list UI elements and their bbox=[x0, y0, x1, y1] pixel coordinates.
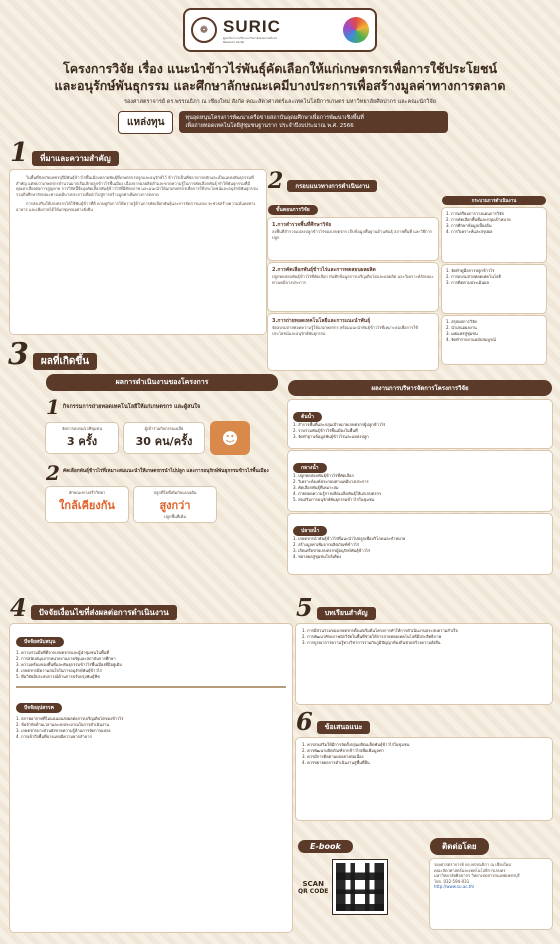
result-2-box-2-label: ปลูกที่ใดที่เดิมกับแบบเดิม bbox=[153, 490, 197, 495]
qr-label: QR CODE bbox=[298, 887, 329, 895]
management-header: ผลงานการบริหารจัดการโครงการวิจัย bbox=[288, 380, 552, 396]
result-1-box-2-label: ผู้เข้าร่วมกิจกรรมเฉลี่ย bbox=[144, 426, 184, 432]
step-1-body: ลงพื้นที่สำรวจแปลงปลูกข้าวไร่ของเกษตรกร เก็บข้อมูลพื้นฐานด้านพันธุ์ สภาพพื้นที่ และวิธีการปลูก bbox=[272, 229, 432, 240]
list-item: 4. การเข้าถึงพื้นที่บางแห่งมีความยากลำบาก bbox=[16, 734, 92, 739]
list-item: 4. เกษตรกรมีความสนใจในการอนุรักษ์พันธุ์ข้าวไร่ bbox=[16, 668, 102, 673]
stage-2-label: กลางน้ำ bbox=[293, 463, 327, 473]
section-2-number: 2 bbox=[268, 168, 284, 194]
title-line-2: และอนุรักษ์พันธุกรรม และศึกษาลักษณะเคมีบางประการเพื่อสร้างมูลค่าทางการตลาด bbox=[54, 78, 506, 93]
list-item: 2. วิเคราะห์องค์ประกอบทางเคมีบางประการ bbox=[293, 479, 369, 484]
section-1-number: 1 bbox=[10, 138, 29, 168]
scan-label: SCAN bbox=[302, 879, 324, 888]
list-item: 5. ส่งเสริมการอนุรักษ์พันธุกรรมข้าวไร่ในชุมชน bbox=[293, 497, 375, 502]
list-item: 1. ความร่วมมือที่ดีจากเกษตรกรและผู้นำชุมชนในพื้นที่ bbox=[16, 650, 109, 655]
contact-line-4: โทร. 032-594-031 bbox=[434, 878, 470, 884]
step-1-title: 1.การสำรวจพื้นที่ศึกษาวิจัย bbox=[272, 222, 332, 228]
result-2-number: 2 bbox=[46, 461, 60, 485]
list-item: 3. เกิดเครือข่ายเกษตรกรผู้อนุรักษ์พันธุ์ข้าวไร่ bbox=[293, 548, 371, 553]
list-item: 2. นำเสนอผลงาน bbox=[446, 325, 477, 330]
stage-3-label: ปลายน้ำ bbox=[293, 526, 327, 536]
contact-panel bbox=[430, 834, 552, 934]
result-1-title: กิจกรรมการถ่ายทอดเทคโนโลยีให้แก่เกษตรกร และผู้สนใจ bbox=[62, 404, 201, 410]
list-item: 4. ควรขยายผลการดำเนินงานสู่พื้นที่อื่น bbox=[302, 760, 370, 765]
result-1-number: 1 bbox=[46, 395, 60, 419]
result-1-box-1-value: 3 ครั้ง bbox=[66, 434, 98, 448]
success-factor-label: ปัจจัยสนับสนุน bbox=[16, 637, 64, 647]
section-6-number: 6 bbox=[296, 707, 313, 736]
section-5-title: บทเรียนสำคัญ bbox=[317, 607, 376, 620]
section-2-title: กรอบแนวทางการดำเนินงาน bbox=[287, 180, 377, 192]
side-list-1 bbox=[446, 211, 542, 235]
ebook-label: E-book bbox=[298, 840, 353, 853]
qr-code-icon[interactable] bbox=[332, 859, 388, 915]
obstacle-factor-list bbox=[16, 716, 286, 740]
obstacle-factor-label: ปัจจัยอุปสรรค bbox=[16, 703, 62, 713]
section-1-body-2: การส่งเสริมให้เกษตรกรได้ใช้พันธุ์ข้าวที่ดี ควบคู่กับการให้ความรู้ด้านการคัดเลือกพันธุ์และการจัดการแปลง จะช่วยสร้างความมั่นคงทางอาหาร และเพิ่มรายได้ให้แก่ชุมชนอย่างยั่งยืน bbox=[16, 201, 256, 212]
list-item: 4. ขยายผลสู่ชุมชนใกล้เคียง bbox=[293, 554, 341, 559]
steps-title: ขั้นตอนการวิจัย bbox=[268, 205, 318, 215]
result-2-box-2-sub: ปลูกพื้นที่เดิม bbox=[163, 513, 187, 519]
list-item: 3. จัดทำฐานข้อมูลพันธุ์ข้าวไร่และแหล่งปลูก bbox=[293, 434, 369, 439]
section-4-title: ปัจจัยเงื่อนไขที่ส่งผลต่อการดำเนินงาน bbox=[31, 605, 177, 620]
list-item: 4. จัดทำรายงานฉบับสมบูรณ์ bbox=[446, 337, 496, 342]
section-5 bbox=[296, 593, 552, 706]
funding-banner bbox=[118, 108, 448, 136]
stage-3-list bbox=[293, 536, 547, 560]
list-item: 3. เกษตรกรบางส่วนยังขาดความรู้ด้านการจัดการแปลง bbox=[16, 728, 111, 733]
list-item: 2. สร้างมูลค่าเพิ่มจากผลิตภัณฑ์ข้าวไร่ bbox=[293, 542, 359, 547]
divider bbox=[16, 686, 286, 688]
contact-line-3: มหาวิทยาลัยศิลปากร วิทยาเขตสารสนเทศเพชรบุรี bbox=[434, 873, 520, 879]
side-list-2 bbox=[446, 268, 542, 286]
list-item: 1. จัดทำคู่มือการปลูกข้าวไร่ bbox=[446, 268, 495, 273]
list-item: 2. การสนับสนุนจากหน่วยงานภาครัฐและสถาบันการศึกษา bbox=[16, 656, 116, 661]
logo-text: SURIC bbox=[223, 16, 281, 36]
list-item: 1. สำรวจพื้นที่และกลุ่มเป้าหมายเกษตรกรผู้ปลูกข้าวไร่ bbox=[293, 422, 386, 427]
training-illustration-icon: ☻ bbox=[210, 421, 250, 455]
logo-subtitle-2: Research Center bbox=[223, 40, 245, 44]
section-1 bbox=[10, 138, 266, 338]
result-2-box-1-label: ลักษณะทางสรีรวิทยา bbox=[68, 490, 106, 495]
list-item: 1. ควรส่งเสริมให้มีการจัดตั้งกลุ่มผลิตเมล็ดพันธุ์ข้าวไร่ในชุมชน bbox=[302, 742, 410, 747]
list-item: 3. การติดตามประเมินผล bbox=[446, 280, 489, 285]
list-item: 3. ความพร้อมของพื้นที่และพันธุกรรมข้าวไร่พื้นเมืองที่มีอยู่เดิม bbox=[16, 662, 122, 667]
stage-1-label: ต้นน้ำ bbox=[293, 412, 322, 422]
list-item: 3. การศึกษาข้อมูลเบื้องต้น bbox=[446, 223, 492, 228]
result-1-box-2-value: 30 คน/ครั้ง bbox=[135, 434, 193, 448]
authors: รองศาสตราจารย์ ดร.พรรณธิภา ณ เชียงใหม่ สังกัด คณะสัตวศาสตร์และเทคโนโลยีการเกษตร มหาวิทยาลัยศิลปากร และคณะนักวิจัย bbox=[124, 99, 436, 105]
step-2-title: 2.การคัดเลือกพันธุ์ข้าวไร่และการทดสอบผลผลิต bbox=[272, 267, 376, 273]
results-header: ผลการดำเนินงานของโครงการ bbox=[46, 374, 278, 391]
list-item: 3. เผยแพร่สู่ชุมชน bbox=[446, 331, 478, 336]
section-6-title: ข้อเสนอแนะ bbox=[317, 721, 371, 734]
title-line-1: โครงการวิจัย เรื่อง แนะนำข้าวไร่พันธุ์คัดเลือกให้แก่เกษตรกรเพื่อการใช้ประโยชน์ bbox=[62, 61, 498, 76]
list-item: 1. สรุปผลการวิจัย bbox=[446, 319, 477, 324]
section-4-number: 4 bbox=[10, 593, 27, 622]
section-1-body: ในพื้นที่จังหวัดเพชรบุรีมีพันธุ์ข้าวไร่พื้นเมืองหลายพันธุ์ที่เกษตรกรปลูกและอนุรักษ์ไว้ ข้าวไร่เป็นพืชอาหารหลักและเป็นแหล่งพันธุกรรมที่สำคัญ แต่พบว่าเกษตรกรจำนวนมากเริ่มเลิกปลูกข้าวไร่พื้นเมือง เนื่องจากผลผลิตต่ำและขาดความรู้ในการคัดเลือกพันธุ์ ทำให้พันธุกรรมที่มีคุณค่าเสี่ยงต่อการสูญหาย การวิจัยนี้จึงมุ่งคัดเลือกพันธุ์ข้าวไร่ที่มีศักยภาพ และแนะนำให้แก่เกษตรกรเพื่อการใช้ประโยชน์และอนุรักษ์พันธุกรรม รวมถึงศึกษาลักษณะทางเคมีบางประการเพื่อนำไปสู่การสร้างมูลค่าเพิ่มทางการตลาด bbox=[16, 175, 258, 197]
contact-line-2: คณะสัตวศาสตร์และเทคโนโลยีการเกษตร bbox=[434, 867, 506, 873]
university-seal-icon: ❁ bbox=[191, 17, 217, 43]
result-2-title: คัดเลือกพันธุ์ข้าวไร่ที่เหมาะสมแนะนำให้เกษตรกรนำไปปลูก และการอนุรักษ์พันธุกรรมข้าวไร่พื้นเมือง bbox=[62, 469, 269, 474]
step-2-body: ปลูกทดสอบพันธุ์ข้าวไร่ที่คัดเลือก บันทึกข้อมูลการเจริญเติบโตและผลผลิต และวิเคราะห์ลักษณะทางเคมีบางประการ bbox=[272, 274, 434, 285]
funding-line-2: เพื่อถ่ายทอดเทคโนโลยีสู่ชุมชนฐานราก ประจำปีงบประมาณ พ.ศ. 2566 bbox=[185, 123, 354, 129]
list-item: 4. การวิเคราะห์และสรุปผล bbox=[446, 229, 493, 234]
result-2-box-1-value: ใกล้เคียงกัน bbox=[59, 498, 115, 512]
step-3-title: 3.การถ่ายทอดเทคโนโลยีและการแนะนำพันธุ์ bbox=[272, 318, 371, 324]
result-2-box-2-value: สูงกว่า bbox=[159, 498, 191, 512]
list-item: 4. ถ่ายทอดความรู้การผลิตเมล็ดพันธุ์ให้แก่เกษตรกร bbox=[293, 491, 382, 496]
list-item: 3. การบูรณาการความรู้ทางวิชาการร่วมกับภูมิปัญญาท้องถิ่นช่วยสร้างความยั่งยืน bbox=[302, 640, 441, 645]
list-item: 2. ข้อจำกัดด้านเวลาและงบประมาณในการดำเนินงาน bbox=[16, 722, 109, 727]
stage-2-list bbox=[293, 473, 547, 503]
list-item: 2. รวบรวมพันธุ์ข้าวไร่พื้นเมืองในพื้นที่ bbox=[293, 428, 358, 433]
contact-label: ติดต่อโดย bbox=[430, 838, 489, 855]
funding-label: แหล่งทุน bbox=[118, 111, 173, 134]
result-1-box-1-label: จัดการอบรม/เวทีชุมชน bbox=[62, 426, 102, 432]
list-item: 1. การเตรียมการวางแผนการวิจัย bbox=[446, 211, 504, 216]
funding-line-1: ทุนอุดหนุนโครงการพัฒนาเครือข่ายสถาบันอุดมศึกษาเพื่อการพัฒนาเชิงพื้นที่ bbox=[185, 115, 364, 121]
logo-bar bbox=[185, 10, 375, 50]
step-3-body: จัดอบรมถ่ายทอดความรู้ให้แก่เกษตรกร พร้อมแนะนำพันธุ์ข้าวไร่ที่เหมาะสมเพื่อการใช้ประโยชน์และอนุรักษ์พันธุกรรม bbox=[272, 325, 418, 336]
section-3-number: 3 bbox=[8, 337, 29, 372]
list-item: 1. เกษตรกรนำพันธุ์ข้าวไร่ที่แนะนำไปปลูกเพื่อบริโภคและจำหน่าย bbox=[293, 536, 406, 541]
list-item: 1. ปลูกทดสอบพันธุ์ข้าวไร่ที่คัดเลือก bbox=[293, 473, 354, 478]
list-item: 2. ควรพัฒนาผลิตภัณฑ์จากข้าวไร่เพื่อเพิ่มมูลค่า bbox=[302, 748, 384, 753]
contact-line-1: รองศาสตราจารย์ ดร.พรรณธิภา ณ เชียงใหม่ bbox=[434, 862, 511, 867]
logo-subtitle: ศูนย์บริหารงานวิจัย มหาวิทยาลัยสงขลานครินทร์ bbox=[223, 36, 277, 40]
network-logo-icon bbox=[343, 17, 369, 43]
section-3-title: ผลที่เกิดขึ้น bbox=[33, 353, 97, 370]
list-item: 3. คัดเลือกพันธุ์ที่เหมาะสม bbox=[293, 485, 339, 490]
section-4 bbox=[10, 593, 292, 938]
list-item: 1. สภาพอากาศที่ไม่แน่นอนส่งผลต่อการเจริญเติบโตของข้าวไร่ bbox=[16, 716, 124, 721]
section-6 bbox=[296, 707, 552, 822]
list-item: 2. การอบรมถ่ายทอดเทคโนโลยี bbox=[446, 274, 501, 279]
list-item: 5. ทีมวิจัยมีประสบการณ์ด้านการปรับปรุงพันธุ์พืช bbox=[16, 674, 100, 679]
ebook-panel bbox=[298, 834, 426, 934]
success-factor-list bbox=[16, 650, 286, 680]
stage-1-list bbox=[293, 422, 547, 440]
page-title bbox=[20, 60, 540, 94]
list-item: 2. การคัดเลือกพื้นที่และกลุ่มเป้าหมาย bbox=[446, 217, 511, 222]
side-title: กระบวนการดำเนินงาน bbox=[442, 196, 546, 205]
suggestions-list bbox=[302, 742, 546, 766]
lessons-list bbox=[302, 628, 546, 646]
section-5-number: 5 bbox=[296, 593, 313, 622]
list-item: 3. ควรมีการติดตามผลอย่างต่อเนื่อง bbox=[302, 754, 364, 759]
contact-link[interactable]: http://www.su.ac.th/ bbox=[434, 884, 475, 890]
list-item: 2. การพัฒนาศักยภาพนักวิจัยในพื้นที่ช่วยให้การถ่ายทอดเทคโนโลยีมีประสิทธิภาพ bbox=[302, 634, 442, 639]
list-item: 1. การมีส่วนร่วมของเกษตรกรตั้งแต่เริ่มต้นโครงการทำให้การดำเนินงานประสบความสำเร็จ bbox=[302, 628, 458, 633]
section-1-title: ที่มาและความสำคัญ bbox=[32, 151, 119, 166]
